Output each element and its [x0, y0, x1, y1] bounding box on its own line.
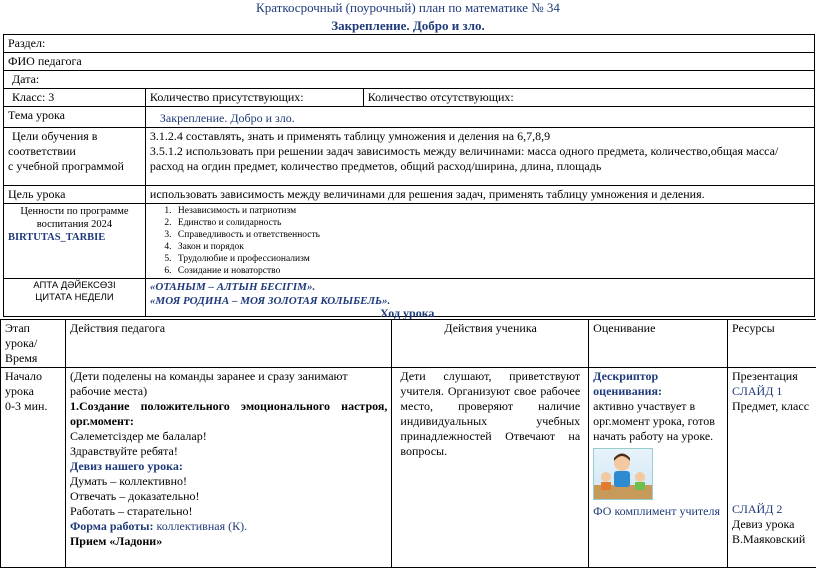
date-row: Дата:: [4, 71, 815, 89]
absent-cell: Количество отсутствующих:: [363, 89, 814, 107]
info-table: [3, 34, 815, 317]
values-list: [145, 204, 814, 279]
teacher-row: ФИО педагога: [4, 53, 815, 71]
assessment-cell: Дескриптор оценивания: активно участвует в орг.момент урока, готов начать работу на уроке. ФО комплимент учителя: [589, 368, 728, 568]
student-actions-cell: Дети слушают, приветствуют учителя. Организуют свое рабочее место, проверяют наличие индивидуальных учебных принадлежностей Отвечают на вопросы.: [392, 368, 589, 568]
quote-value: «ОТАНЫМ – АЛТЫН БЕСІГІМ». «МОЯ РОДИНА – МОЯ ЗОЛОТАЯ КОЛЫБЕЛЬ».: [145, 279, 814, 317]
list-item: 4. Закон и порядок: [174, 241, 810, 253]
present-cell: Количество присутствующих:: [145, 89, 363, 107]
teacher-praise-image: [593, 448, 653, 500]
list-item: 3. Справедливость и ответственность: [174, 229, 810, 241]
topic-label: Тема урока: [4, 107, 146, 128]
teacher-actions-cell: (Дети поделены на команды заранее и сразу занимают рабочие места) 1.Создание положительного эмоционального настроя, орг.момент: Сәлеметсіздер ме балалар! Здравствуйте ребята! Девиз нашего урока: Думать – коллективно! Отвечать – доказательно! Работать – старательно! Форма работы: коллективная (К). Прием «Ладони»: [65, 368, 391, 568]
quote-label: АПТА ДӘЙЕКСӨЗІ ЦИТАТА НЕДЕЛИ: [4, 279, 146, 317]
col-assess-header: Оценивание: [589, 320, 728, 368]
document-title: Краткосрочный (поурочный) план по математике № 34: [0, 0, 816, 16]
progress-table: [0, 319, 816, 568]
col-teacher-header: Действия педагога: [65, 320, 391, 368]
col-resources-header: Ресурсы: [728, 320, 816, 368]
list-item: 5. Трудолюбие и профессионализм: [174, 253, 810, 265]
progress-heading: Ход урока: [380, 306, 434, 321]
section-row: Раздел:: [4, 35, 815, 53]
stage-cell: Начало урока 0-3 мин.: [1, 368, 66, 568]
aim-label: Цель урока: [4, 186, 146, 204]
class-cell: Класс: 3: [4, 89, 146, 107]
values-label: Ценности по программе воспитания 2024 BIRTUTAS_TARBIE: [4, 204, 146, 279]
goals-label: Цели обучения в соответствии с учебной программой: [4, 128, 146, 186]
table-row: [1, 368, 816, 568]
goals-value: 3.1.2.4 составлять, знать и применять таблицу умножения и деления на 6,7,8,9 3.5.1.2 использовать при решении задач зависимость между величинами: масса одного предмета, количество,общая масса/расход на огдин предмет, количество предметов, общий расход/ширина, длина, площадь: [145, 128, 814, 186]
lesson-subtitle: Закрепление. Добро и зло.: [0, 18, 816, 34]
list-item: 1. Независимость и патриотизм: [174, 205, 810, 217]
col-student-header: Действия ученика: [392, 320, 589, 368]
list-item: 2. Единство и солидарность: [174, 217, 810, 229]
topic-value: Закрепление. Добро и зло.: [145, 107, 814, 128]
col-stage-header: Этап урока/ Время: [1, 320, 66, 368]
list-item: 6. Созидание и новаторство: [174, 265, 810, 277]
resources-cell: Презентация СЛАЙД 1 Предмет, класс СЛАЙД 2 Девиз урока В.Маяковский: [728, 368, 816, 568]
aim-value: использовать зависимость между величинами для решения задач, применять таблицу умножения и деления.: [145, 186, 814, 204]
